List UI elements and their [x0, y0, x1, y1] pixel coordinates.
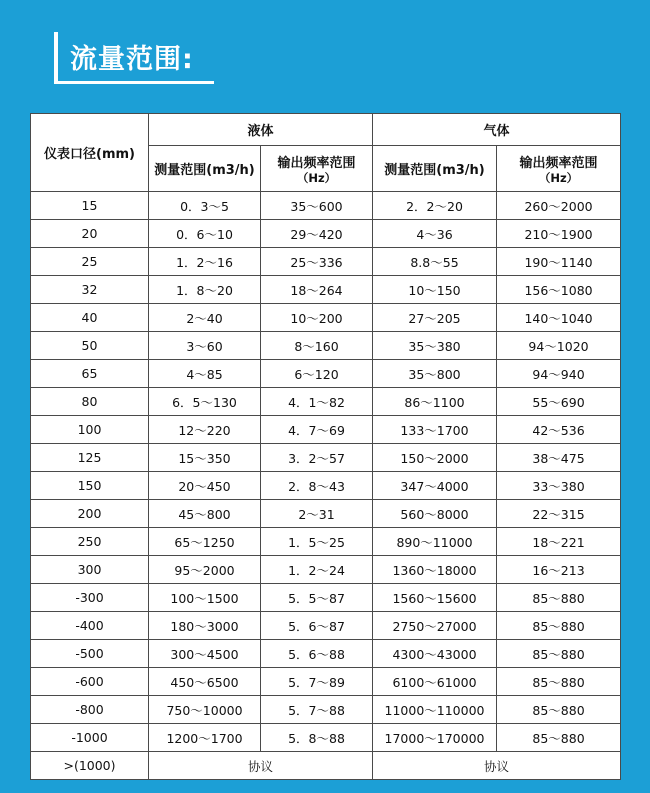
table-row: [31, 528, 621, 556]
cell-gas-hz: 260～2000: [497, 192, 621, 220]
table-head: [31, 114, 621, 192]
header-gas-hz-line2: （Hz）: [538, 171, 579, 185]
cell-liquid-hz: 10～200: [261, 304, 373, 332]
cell-liquid-hz: 5．5～87: [261, 584, 373, 612]
table-row: [31, 332, 621, 360]
page-title: 流量范围:: [70, 44, 194, 75]
cell-liquid-hz: 4．1～82: [261, 388, 373, 416]
cell-liquid-range: 45～800: [149, 500, 261, 528]
cell-gas-range: 4300～43000: [373, 640, 497, 668]
cell-gas-hz: 85～880: [497, 640, 621, 668]
cell-liquid-range: 0．3～5: [149, 192, 261, 220]
cell-liquid-hz: 35～600: [261, 192, 373, 220]
table-row: [31, 416, 621, 444]
cell-gas-hz: 85～880: [497, 668, 621, 696]
cell-gas-hz: 85～880: [497, 584, 621, 612]
table-row: [31, 724, 621, 752]
flow-range-table-container: [30, 113, 620, 780]
cell-liquid-range: 300～4500: [149, 640, 261, 668]
cell-diameter: -800: [31, 696, 149, 724]
cell-liquid-range: 750～10000: [149, 696, 261, 724]
cell-liquid-range: 1．2～16: [149, 248, 261, 276]
cell-liquid-hz: 29～420: [261, 220, 373, 248]
cell-gas-range: 347～4000: [373, 472, 497, 500]
cell-liquid-hz: 2．8～43: [261, 472, 373, 500]
cell-diameter: 100: [31, 416, 149, 444]
cell-diameter: 40: [31, 304, 149, 332]
cell-diameter: 50: [31, 332, 149, 360]
cell-gas-hz: 85～880: [497, 724, 621, 752]
header-diameter: 仪表口径(mm): [31, 114, 149, 192]
cell-gas-range: 2750～27000: [373, 612, 497, 640]
header-liquid-range: [149, 146, 261, 192]
table-row: [31, 556, 621, 584]
cell-gas-range: 133～1700: [373, 416, 497, 444]
cell-diameter: 200: [31, 500, 149, 528]
cell-gas-range: 1360～18000: [373, 556, 497, 584]
cell-gas-range: 150～2000: [373, 444, 497, 472]
section-title-block: [54, 32, 214, 84]
cell-gas-hz: 42～536: [497, 416, 621, 444]
cell-liquid-hz: 1．5～25: [261, 528, 373, 556]
cell-diameter: 250: [31, 528, 149, 556]
table-row: [31, 584, 621, 612]
table-row: [31, 668, 621, 696]
cell-diameter: -1000: [31, 724, 149, 752]
header-gas-hz: [497, 146, 621, 192]
table-row: [31, 192, 621, 220]
cell-gas-range: 10～150: [373, 276, 497, 304]
cell-gas-hz: 140～1040: [497, 304, 621, 332]
cell-diameter: 20: [31, 220, 149, 248]
cell-liquid-hz: 25～336: [261, 248, 373, 276]
cell-liquid-hz: 5．8～88: [261, 724, 373, 752]
cell-gas-note: 协议: [373, 752, 621, 780]
table-row: [31, 500, 621, 528]
cell-liquid-range: 100～1500: [149, 584, 261, 612]
header-gas-range: [373, 146, 497, 192]
cell-gas-range: 1560～15600: [373, 584, 497, 612]
cell-liquid-hz: 5．6～87: [261, 612, 373, 640]
header-gas-hz-line1: 输出频率范围: [519, 156, 598, 171]
table-row: [31, 640, 621, 668]
header-liquid-hz-line1: 输出频率范围: [277, 156, 356, 171]
cell-diameter: 150: [31, 472, 149, 500]
table-row: [31, 360, 621, 388]
cell-diameter: 125: [31, 444, 149, 472]
cell-gas-range: 86～1100: [373, 388, 497, 416]
table-row: [31, 444, 621, 472]
table-row: [31, 276, 621, 304]
cell-gas-hz: 18～221: [497, 528, 621, 556]
cell-gas-range: 6100～61000: [373, 668, 497, 696]
header-liquid-hz: [261, 146, 373, 192]
cell-liquid-hz: 18～264: [261, 276, 373, 304]
cell-gas-range: 890～11000: [373, 528, 497, 556]
cell-gas-hz: 55～690: [497, 388, 621, 416]
cell-gas-range: 4～36: [373, 220, 497, 248]
cell-gas-hz: 85～880: [497, 696, 621, 724]
table-row: [31, 220, 621, 248]
cell-liquid-range: 65～1250: [149, 528, 261, 556]
table-row: [31, 612, 621, 640]
cell-diameter: 80: [31, 388, 149, 416]
header-group-gas: 气体: [373, 114, 621, 146]
cell-gas-hz: 94～1020: [497, 332, 621, 360]
cell-liquid-hz: 8～160: [261, 332, 373, 360]
cell-gas-range: 2．2～20: [373, 192, 497, 220]
cell-diameter: 15: [31, 192, 149, 220]
table-row: [31, 472, 621, 500]
cell-gas-hz: 190～1140: [497, 248, 621, 276]
cell-liquid-hz: 6～120: [261, 360, 373, 388]
cell-liquid-range: 95～2000: [149, 556, 261, 584]
cell-gas-range: 17000～170000: [373, 724, 497, 752]
header-gas-range-line1: 测量范围(m3/h): [384, 163, 485, 179]
cell-diameter: 300: [31, 556, 149, 584]
table-row: [31, 248, 621, 276]
cell-liquid-hz: 2～31: [261, 500, 373, 528]
cell-liquid-range: 15～350: [149, 444, 261, 472]
table-row: [31, 304, 621, 332]
cell-gas-hz: 156～1080: [497, 276, 621, 304]
cell-liquid-range: 20～450: [149, 472, 261, 500]
cell-diameter: -300: [31, 584, 149, 612]
table-body: [31, 192, 621, 780]
cell-liquid-hz: 5．6～88: [261, 640, 373, 668]
table-footer-row: [31, 752, 621, 780]
cell-gas-hz: 85～880: [497, 612, 621, 640]
cell-gas-hz: 16～213: [497, 556, 621, 584]
cell-liquid-range: 12～220: [149, 416, 261, 444]
cell-liquid-range: 0．6～10: [149, 220, 261, 248]
cell-liquid-range: 4～85: [149, 360, 261, 388]
header-group-liquid: 液体: [149, 114, 373, 146]
cell-liquid-hz: 4．7～69: [261, 416, 373, 444]
table-row: [31, 388, 621, 416]
cell-liquid-range: 6．5～130: [149, 388, 261, 416]
cell-diameter: 65: [31, 360, 149, 388]
header-liquid-hz-line2: （Hz）: [296, 171, 337, 185]
table-header-row-top: [31, 114, 621, 146]
cell-liquid-hz: 1．2～24: [261, 556, 373, 584]
cell-gas-hz: 210～1900: [497, 220, 621, 248]
cell-diameter-footer: >(1000): [31, 752, 149, 780]
cell-liquid-note: 协议: [149, 752, 373, 780]
cell-diameter: -600: [31, 668, 149, 696]
cell-diameter: -400: [31, 612, 149, 640]
cell-gas-range: 11000～110000: [373, 696, 497, 724]
table-row: [31, 696, 621, 724]
cell-liquid-range: 180～3000: [149, 612, 261, 640]
flow-range-table: [30, 113, 621, 780]
cell-liquid-hz: 5．7～89: [261, 668, 373, 696]
cell-gas-range: 8.8～55: [373, 248, 497, 276]
cell-liquid-hz: 5．7～88: [261, 696, 373, 724]
cell-liquid-range: 1200～1700: [149, 724, 261, 752]
header-liquid-range-line1: 测量范围(m3/h): [154, 163, 255, 179]
cell-gas-hz: 22～315: [497, 500, 621, 528]
cell-diameter: 32: [31, 276, 149, 304]
cell-gas-range: 560～8000: [373, 500, 497, 528]
cell-gas-hz: 94～940: [497, 360, 621, 388]
cell-gas-hz: 33～380: [497, 472, 621, 500]
cell-liquid-range: 450～6500: [149, 668, 261, 696]
cell-liquid-range: 3～60: [149, 332, 261, 360]
cell-liquid-range: 2～40: [149, 304, 261, 332]
cell-diameter: -500: [31, 640, 149, 668]
cell-gas-hz: 38～475: [497, 444, 621, 472]
cell-liquid-range: 1．8～20: [149, 276, 261, 304]
cell-diameter: 25: [31, 248, 149, 276]
cell-gas-range: 35～800: [373, 360, 497, 388]
cell-liquid-hz: 3．2～57: [261, 444, 373, 472]
cell-gas-range: 35～380: [373, 332, 497, 360]
cell-gas-range: 27～205: [373, 304, 497, 332]
